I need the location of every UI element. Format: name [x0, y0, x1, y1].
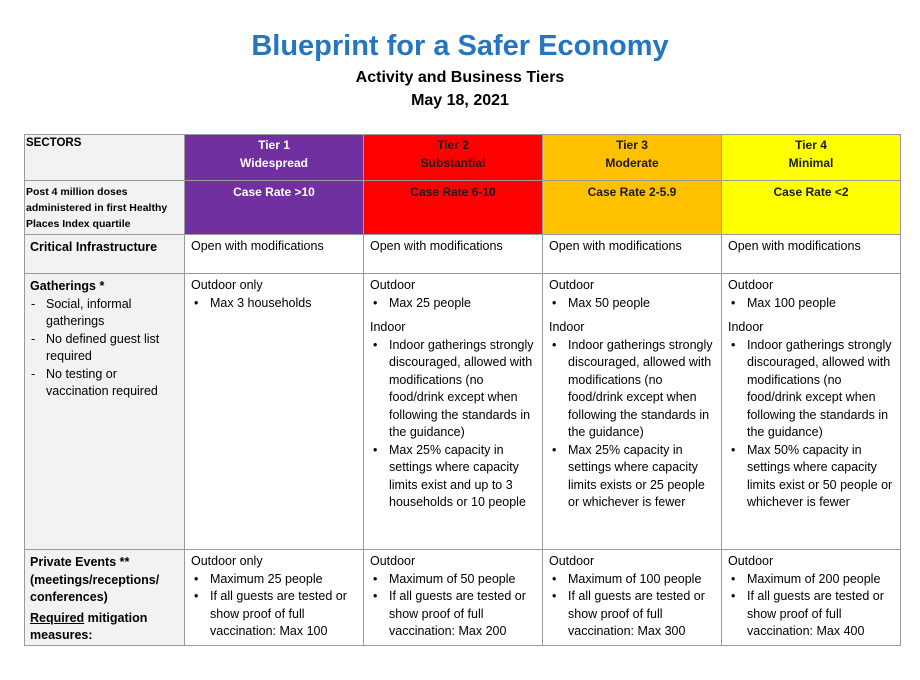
private-tier1-list [191, 571, 359, 641]
tier1-name: Widespread [240, 156, 308, 170]
tier4-header [722, 135, 901, 181]
critical-tier4: Open with modifications [722, 235, 901, 274]
private-tier4-heading: Outdoor [728, 554, 774, 569]
list-item: • Maximum 25 people [191, 571, 359, 589]
private-tier1-heading: Outdoor only [191, 554, 263, 569]
gatherings-tier3-indoor: Indoor [549, 320, 585, 335]
list-item: • If all guests are tested or show proof of full vaccination: Max 100 [191, 588, 359, 641]
list-item: • Max 50 people [549, 295, 717, 313]
private-tier3-heading: Outdoor [549, 554, 595, 569]
gatherings-tier2-indoor-list [370, 337, 538, 512]
doses-label: Post 4 million doses administered in first Healthy Places Index quartile [25, 181, 185, 235]
private-tier3-list [549, 571, 717, 641]
private-tier3 [543, 550, 722, 646]
tier2-header [364, 135, 543, 181]
list-item: - Social, informal gatherings [30, 296, 180, 331]
gatherings-tier3 [543, 274, 722, 550]
list-item: • Indoor gatherings strongly discouraged, allowed with modifications (no food/drink except when following the standards in the guidance) [549, 337, 717, 442]
critical-tier1: Open with modifications [185, 235, 364, 274]
gatherings-tier2-indoor: Indoor [370, 320, 406, 335]
list-item: • Max 25% capacity in settings where capacity limits exists or 25 people or whichever is fewer [549, 442, 717, 512]
gatherings-label [25, 274, 185, 550]
private-events-label [25, 550, 185, 646]
list-item: • If all guests are tested or show proof of full vaccination: Max 200 [370, 588, 538, 641]
gatherings-name: Gatherings * [30, 279, 105, 294]
list-item: • Indoor gatherings strongly discouraged, allowed with modifications (no food/drink except when following the standards in the guidance) [728, 337, 896, 442]
gatherings-tier4-outdoor-list [728, 295, 896, 313]
list-item: • Maximum of 50 people [370, 571, 538, 589]
tier4-case-rate: Case Rate <2 [722, 181, 901, 235]
gatherings-tier3-outdoor-list [549, 295, 717, 313]
private-events-name: Private Events ** (meetings/receptions/ conferences) [30, 555, 160, 605]
tier3-name: Moderate [605, 156, 659, 170]
gatherings-row [25, 274, 901, 550]
page-date: May 18, 2021 [411, 92, 509, 109]
sectors-header: SECTORS [25, 135, 185, 181]
gatherings-notes [30, 296, 180, 401]
tier3-number: Tier 3 [616, 138, 648, 152]
list-item: • Max 25% capacity in settings where capacity limits exist and up to 3 households or 10 people [370, 442, 538, 512]
list-item: - No testing or vaccination required [30, 366, 180, 401]
tier2-number: Tier 2 [437, 138, 469, 152]
list-item: • If all guests are tested or show proof of full vaccination: Max 400 [728, 588, 896, 641]
tier4-name: Minimal [788, 156, 834, 170]
gatherings-tier4 [722, 274, 901, 550]
critical-infrastructure-label [25, 235, 185, 274]
page-subtitle: Activity and Business Tiers [355, 69, 565, 86]
private-tier2-list [370, 571, 538, 641]
tier1-number: Tier 1 [258, 138, 290, 152]
mitigation-rest: mitigation measures: [30, 610, 148, 643]
gatherings-tier2-outdoor: Outdoor [370, 278, 416, 293]
mitigation-required: Required [30, 610, 85, 625]
list-item: • Max 50% capacity in settings where capacity limits exist or 50 people or whichever is fewer [728, 442, 896, 512]
list-item: • Max 3 households [191, 295, 359, 313]
critical-tier3: Open with modifications [543, 235, 722, 274]
gatherings-tier1-heading: Outdoor only [191, 278, 263, 293]
gatherings-tier1-list [191, 295, 359, 313]
gatherings-tier4-indoor: Indoor [728, 320, 764, 335]
private-events-row [25, 550, 901, 646]
list-item: • If all guests are tested or show proof of full vaccination: Max 300 [549, 588, 717, 641]
gatherings-tier3-indoor-list [549, 337, 717, 512]
tier-table [24, 134, 901, 646]
list-item: - No defined guest list required [30, 331, 180, 366]
gatherings-tier1 [185, 274, 364, 550]
list-item: • Maximum of 100 people [549, 571, 717, 589]
critical-infrastructure-name: Critical Infrastructure [30, 240, 158, 255]
mitigation-label [30, 610, 180, 645]
tier4-number: Tier 4 [795, 138, 827, 152]
tier2-name: Substantial [420, 156, 486, 170]
private-tier2-heading: Outdoor [370, 554, 416, 569]
gatherings-tier4-indoor-list [728, 337, 896, 512]
list-item: • Indoor gatherings strongly discouraged, allowed with modifications (no food/drink except when following the standards in the guidance) [370, 337, 538, 442]
private-tier4-list [728, 571, 896, 641]
list-item: • Maximum of 200 people [728, 571, 896, 589]
page-title: Blueprint for a Safer Economy [251, 30, 669, 62]
gatherings-tier2 [364, 274, 543, 550]
tier1-case-rate: Case Rate >10 [185, 181, 364, 235]
list-item: • Max 25 people [370, 295, 538, 313]
gatherings-tier4-outdoor: Outdoor [728, 278, 774, 293]
tier2-case-rate: Case Rate 6-10 [364, 181, 543, 235]
case-rate-row [25, 181, 901, 235]
list-item: • Max 100 people [728, 295, 896, 313]
tier1-header [185, 135, 364, 181]
critical-infrastructure-row [25, 235, 901, 274]
private-tier2 [364, 550, 543, 646]
tier-header-row [25, 135, 901, 181]
tier3-case-rate: Case Rate 2-5.9 [543, 181, 722, 235]
tier3-header [543, 135, 722, 181]
private-tier1 [185, 550, 364, 646]
gatherings-tier2-outdoor-list [370, 295, 538, 313]
gatherings-tier3-outdoor: Outdoor [549, 278, 595, 293]
private-tier4 [722, 550, 901, 646]
critical-tier2: Open with modifications [364, 235, 543, 274]
